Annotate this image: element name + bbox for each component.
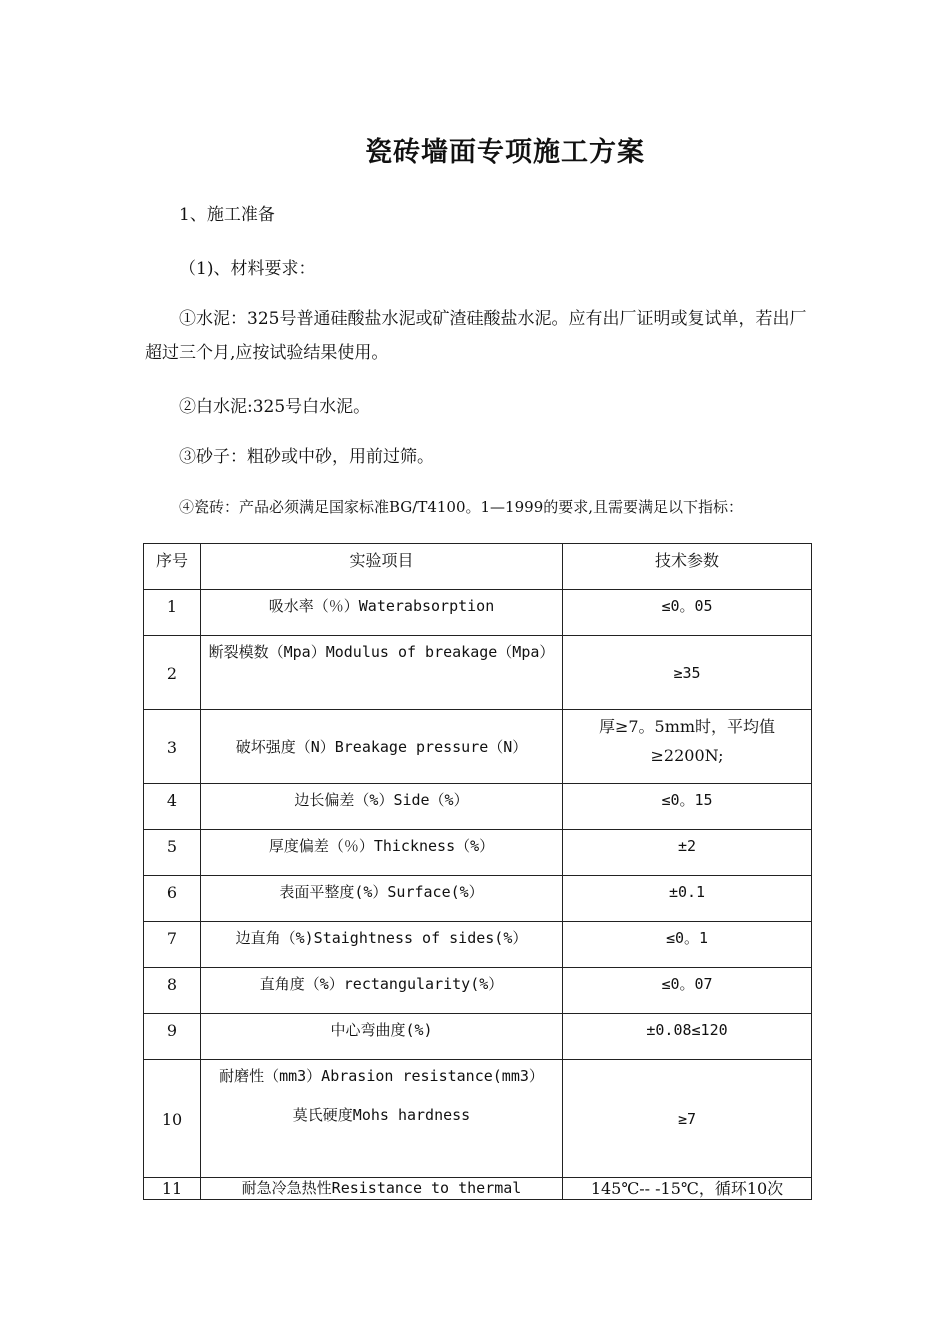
table-row	[144, 636, 812, 710]
row-item: 表面平整度(%）Surface(%）	[201, 876, 563, 922]
table-row	[144, 922, 812, 968]
row-no: 9	[144, 1014, 201, 1060]
row-no: 7	[144, 922, 201, 968]
row-no: 10	[144, 1060, 201, 1178]
row-item: 破坏强度（N）Breakage pressure（N）	[201, 710, 563, 784]
row-param: ≥7	[563, 1060, 812, 1178]
row-param: ≤0。07	[563, 968, 812, 1014]
row-no: 6	[144, 876, 201, 922]
row-item-extra: 莫氏硬度Mohs hardness	[292, 1106, 471, 1124]
row-no: 11	[144, 1178, 201, 1200]
table-row	[144, 830, 812, 876]
row-param: 厚≥7。5mm时，平均值≥2200N;	[563, 710, 812, 784]
paragraph-sand: ③砂子：粗砂或中砂，用前过筛。	[179, 447, 434, 467]
tile-spec-table	[143, 543, 812, 1200]
document-title: 瓷砖墙面专项施工方案	[365, 137, 645, 168]
row-param: ±2	[563, 830, 812, 876]
table-row	[144, 1060, 812, 1178]
subsection-heading-materials: （1)、材料要求：	[179, 259, 316, 279]
row-param: 145℃-- -15℃，循环10次	[563, 1178, 812, 1200]
paragraph-tile: ④瓷砖：产品必须满足国家标准BG/T4100。1—1999的要求,且需要满足以下指标：	[179, 498, 744, 516]
row-param: ±0.1	[563, 876, 812, 922]
row-no: 5	[144, 830, 201, 876]
header-cell-no: 序号	[144, 544, 201, 590]
row-param: ≥35	[563, 636, 812, 710]
table-row	[144, 1014, 812, 1060]
row-no: 2	[144, 636, 201, 710]
row-param: ±0.08≤120	[563, 1014, 812, 1060]
table-row	[144, 876, 812, 922]
row-item: 吸水率（％）Waterabsorption	[201, 590, 563, 636]
paragraph-white-cement: ②白水泥:325号白水泥。	[179, 397, 371, 417]
row-item: 耐磨性（mm3）Abrasion resistance(mm3）	[219, 1067, 544, 1085]
row-item: 中心弯曲度(%)	[201, 1014, 563, 1060]
table-row	[144, 968, 812, 1014]
table-row	[144, 710, 812, 784]
header-cell-item: 实验项目	[201, 544, 563, 590]
row-param: ≤0。1	[563, 922, 812, 968]
table-row	[144, 590, 812, 636]
row-no: 1	[144, 590, 201, 636]
row-item: 边直角（%)Staightness of sides(%）	[201, 922, 563, 968]
paragraph-cement: ①水泥：325号普通硅酸盐水泥或矿渣硅酸盐水泥。应有出厂证明或复试单，若出厂超过三个月,应按试验结果使用。	[145, 309, 807, 363]
row-no: 4	[144, 784, 201, 830]
row-item: 边长偏差（%）Side（%）	[201, 784, 563, 830]
row-no: 8	[144, 968, 201, 1014]
row-item: 直角度（%）rectangularity(%）	[201, 968, 563, 1014]
row-item: 断裂模数（Mpa）Modulus of breakage（Mpa）	[201, 636, 563, 710]
row-no: 3	[144, 710, 201, 784]
table-row	[144, 784, 812, 830]
header-cell-param: 技术参数	[563, 544, 812, 590]
table-row	[144, 1178, 812, 1200]
row-item-cell	[201, 1060, 563, 1178]
section-heading-preparation: 1、施工准备	[179, 205, 275, 225]
row-item: 耐急冷急热性Resistance to thermal	[201, 1178, 563, 1200]
row-item: 厚度偏差（％）Thickness（%）	[201, 830, 563, 876]
row-param: ≤0。15	[563, 784, 812, 830]
table-header-row	[144, 544, 812, 590]
row-param: ≤0。05	[563, 590, 812, 636]
